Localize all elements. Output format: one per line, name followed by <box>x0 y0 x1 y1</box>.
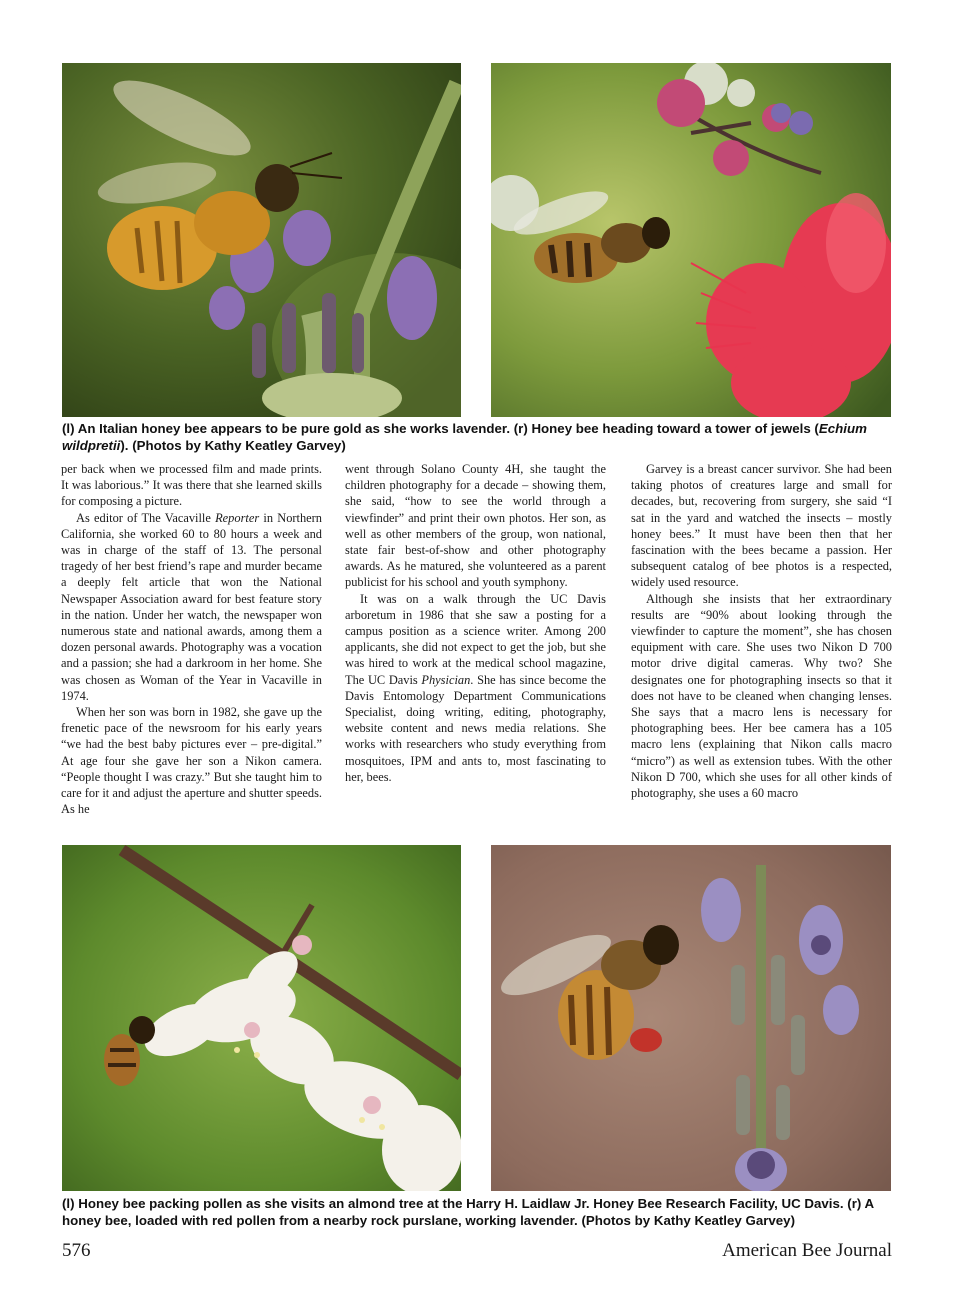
photo-top-right <box>491 63 891 417</box>
bee-red-pollen-image <box>491 845 891 1191</box>
article-column-3 <box>631 461 892 801</box>
photo-bottom-left <box>62 845 461 1191</box>
photo-bottom-right <box>491 845 891 1191</box>
species-name: Echium wildpretii <box>62 421 867 453</box>
paragraph: per back when we processed film and made prints. It was laborious.” It was there that she learned skills for composing a picture. <box>61 462 322 509</box>
paragraph: Although she insists that her extraordinary results are “90% about looking through the viewfinder to capture the moment”, she has chosen equipment with care. She uses two Nikon D 700 motor drive digital cameras. Why two? She designates one for photographing insects so that it does not have to be cleaned when changing lenses. She says that a macro lens is necessary for photographing bees. Her bee camera has a 105 macro lens (explaining that Nikon calls macro “micro”) as well as extension tubes. With the other Nikon D 700, which she uses for all other kinds of photography, she uses a 60 macro <box>631 591 892 801</box>
paragraph: As editor of The Vacaville Reporter in Northern California, she worked 60 to 80 hours a week and was in charge of the staff of 13. The personal tragedy of her best friend’s rape and murder became a deeply felt article that won the National Newspaper Association award for best feature story in the nation. Under her watch, the newspaper won numerous state and national awards, among them a dozen personal awards. Photography was a vocation and a passion; she had a darkroom in her home. She was chosen as Woman of the Year in Vacaville in 1974. <box>61 510 322 703</box>
paragraph: When her son was born in 1982, she gave up the frenetic pace of the newsroom for his early years “we had the best baby pictures ever – pre-digital.” At age four she gave her son a Nikon camera. “People thought I was crazy.” But she taught him to care for it and adjust the aperture and shutter speeds. As he <box>61 705 322 817</box>
photo-top-left <box>62 63 461 417</box>
bee-almond-blossom-image <box>62 845 461 1191</box>
paragraph: Garvey is a breast cancer survivor. She had been taking photos of creatures large and small for decades, but, recovering from surgery, she said “I sat in the yard and watched the insects – mostly honey bees.” It must have been then that her fascination with the bees became a passion. Her subsequent catalog of bee photos is a respected, widely used resource. <box>631 462 892 590</box>
paragraph: It was on a walk through the UC Davis arboretum in 1986 that she saw a posting for a campus position as a science writer. Among 200 applicants, she did not expect to get the job, but she was hired to work at the medical school magazine, The UC Davis Physician. She has since become the Davis Entomology Department Communications Specialist, doing writing, editing, photography, website content and news media relations. She works with researchers who study everything from mosquitoes, IPM and ants to, most fascinating to her, bees. <box>345 591 606 784</box>
article-column-1 <box>61 461 322 817</box>
bee-on-lavender-image <box>62 63 461 417</box>
page-number: 576 <box>62 1240 91 1261</box>
bee-echium-image <box>491 63 891 417</box>
journal-name: American Bee Journal <box>722 1240 892 1261</box>
bottom-photo-caption: (l) Honey bee packing pollen as she visits an almond tree at the Harry H. Laidlaw Jr. Honey Bee Research Facility, UC Davis. (r) A honey bee, loaded with red pollen from a nearby rock purslane, working lavender. (Photos by Kathy Keatley Garvey) <box>62 1196 874 1228</box>
article-column-2 <box>345 461 606 785</box>
paragraph: went through Solano County 4H, she taught the children photography for a decade – showing them, she said, “how to see the world through a viewfinder” and print their own photos. Her son, as well as other members of the group, won national, state fair best-of-show and other photography awards. As he matured, she volunteered as a parent publicist for his school and youth symphony. <box>345 462 606 590</box>
top-photo-caption: (l) An Italian honey bee appears to be pure gold as she works lavender. (r) Honey bee heading toward a tower of jewels (Echium wildpretii). (Photos by Kathy Keatley Garvey) <box>62 421 867 453</box>
